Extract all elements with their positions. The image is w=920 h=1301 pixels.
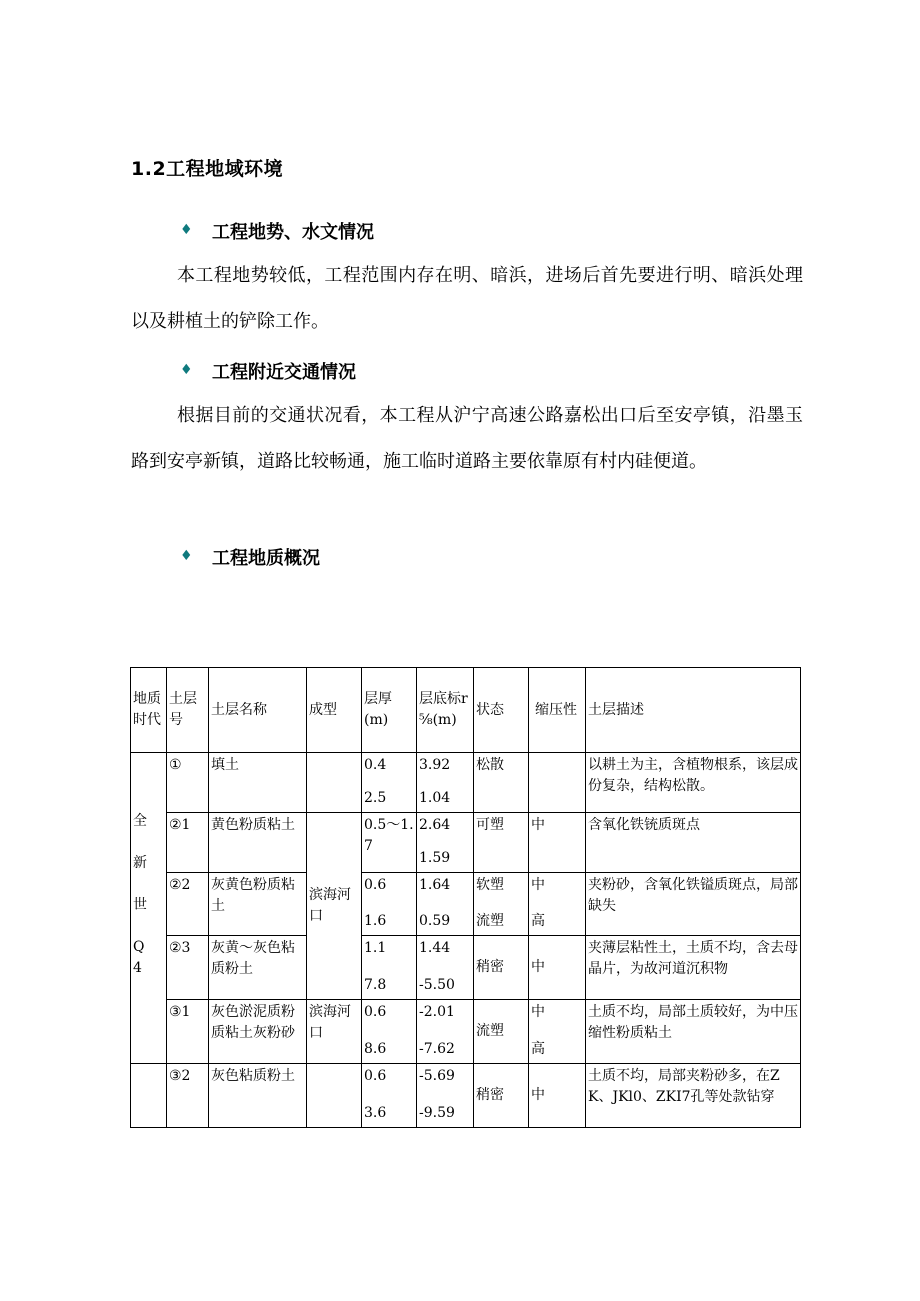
layer-origin bbox=[307, 753, 362, 813]
layer-state bbox=[474, 873, 529, 936]
thickness-top: 0.6 bbox=[364, 877, 387, 893]
layer-thickness bbox=[362, 873, 417, 936]
diamond-bullet-icon: ♦ bbox=[180, 222, 193, 238]
paragraph-terrain: 本工程地势较低，工程范围内存在明、暗浜，进场后首先要进行明、暗浜处理以及耕植土的铲除工作。 bbox=[131, 265, 803, 332]
layer-state: 稍密 bbox=[474, 1064, 529, 1128]
layer-thickness bbox=[362, 1000, 417, 1064]
header-layer-no: 土层号 bbox=[167, 668, 209, 753]
bottom-bottom: -9.59 bbox=[419, 1105, 455, 1121]
layer-no: ②3 bbox=[167, 936, 209, 1000]
header-compress: 缩压性 bbox=[529, 668, 586, 753]
layer-state: 松散 bbox=[474, 753, 529, 813]
header-state: 状态 bbox=[474, 668, 529, 753]
layer-name: 灰黄～灰色粘质粉土 bbox=[209, 936, 307, 1000]
diamond-bullet-icon: ♦ bbox=[180, 548, 193, 564]
layer-no: ③2 bbox=[167, 1064, 209, 1128]
layer-desc: 土质不均，局部夹粉砂多，在ZK、JKl0、ZKI7孔等处款钻穿 bbox=[586, 1064, 801, 1128]
layer-state: 稍密 bbox=[474, 936, 529, 1000]
diamond-bullet-icon: ♦ bbox=[180, 362, 193, 378]
layer-name: 灰色粘质粉土 bbox=[209, 1064, 307, 1128]
thickness-top: 0.4 bbox=[364, 757, 387, 773]
bottom-bottom: 1.59 bbox=[419, 850, 451, 866]
table-row bbox=[131, 1064, 801, 1128]
table-header-row bbox=[131, 668, 801, 753]
layer-compress bbox=[529, 1000, 586, 1064]
table-row bbox=[131, 873, 801, 936]
layer-bottom bbox=[417, 873, 474, 936]
layer-bottom bbox=[417, 936, 474, 1000]
layer-desc: 含氧化铁铳质斑点 bbox=[586, 813, 801, 873]
bottom-bottom: 1.04 bbox=[419, 790, 451, 806]
compress-bottom: 高 bbox=[531, 1041, 545, 1057]
layer-no: ②2 bbox=[167, 873, 209, 936]
layer-name: 黄色粉质粘土 bbox=[209, 813, 307, 873]
layer-no: ① bbox=[167, 753, 209, 813]
bottom-top: 3.92 bbox=[419, 757, 451, 773]
header-thickness: 层厚(m) bbox=[362, 668, 417, 753]
state-top: 软塑 bbox=[476, 877, 504, 893]
heading-traffic: 工程附近交通情况 bbox=[212, 362, 356, 383]
era-cell bbox=[131, 753, 167, 1064]
bottom-top: -5.69 bbox=[419, 1068, 455, 1084]
header-bottom: 层底标r⅝(m) bbox=[417, 668, 474, 753]
compress-top: 中 bbox=[531, 1004, 545, 1020]
layer-desc: 夹粉砂，含氧化铁镒质斑点，局部缺失 bbox=[586, 873, 801, 936]
layer-thickness: 0.5～1.7 bbox=[362, 813, 417, 873]
heading-geology: 工程地质概况 bbox=[212, 548, 320, 569]
layer-bottom bbox=[417, 753, 474, 813]
header-era: 地质时代 bbox=[131, 668, 167, 753]
layer-thickness bbox=[362, 936, 417, 1000]
bottom-bottom: -7.62 bbox=[419, 1041, 455, 1057]
bottom-top: -2.01 bbox=[419, 1004, 455, 1020]
bottom-top: 1.64 bbox=[419, 877, 451, 893]
thickness-bottom: 3.6 bbox=[364, 1105, 387, 1121]
layer-compress: 中 bbox=[529, 1064, 586, 1128]
thickness-bottom: 7.8 bbox=[364, 977, 387, 993]
layer-thickness bbox=[362, 1064, 417, 1128]
bottom-bottom: -5.50 bbox=[419, 977, 455, 993]
era-char: 4 bbox=[133, 960, 142, 976]
layer-desc: 土质不均，局部土质较好，为中压缩性粉质粘土 bbox=[586, 1000, 801, 1064]
layer-no: ②1 bbox=[167, 813, 209, 873]
thickness-bottom: 8.6 bbox=[364, 1041, 387, 1057]
thickness-bottom: 1.6 bbox=[364, 913, 387, 929]
layer-compress: 中 bbox=[529, 813, 586, 873]
header-desc: 土层描述 bbox=[586, 668, 801, 753]
section-title: 1.2工程地域环境 bbox=[131, 158, 284, 180]
table-row bbox=[131, 753, 801, 813]
layer-no: ③1 bbox=[167, 1000, 209, 1064]
bottom-top: 1.44 bbox=[419, 940, 451, 956]
heading-terrain: 工程地势、水文情况 bbox=[212, 222, 374, 243]
layer-name: 灰色淤泥质粉质粘土灰粉砂 bbox=[209, 1000, 307, 1064]
layer-state: 可塑 bbox=[474, 813, 529, 873]
bottom-top: 2.64 bbox=[419, 817, 451, 833]
era-char: 世 bbox=[133, 897, 147, 913]
layer-desc: 以耕土为主，含植物根系，该层成份复杂，结构松散。 bbox=[586, 753, 801, 813]
layer-compress bbox=[529, 873, 586, 936]
era-char: 新 bbox=[133, 855, 147, 871]
thickness-bottom: 2.5 bbox=[364, 790, 387, 806]
layer-origin bbox=[307, 1064, 362, 1128]
layer-desc: 夹薄层粘性土，土质不均，含去母晶片，为故河道沉积物 bbox=[586, 936, 801, 1000]
layer-name: 灰黄色粉质粘土 bbox=[209, 873, 307, 936]
compress-bottom: 高 bbox=[531, 913, 545, 929]
thickness-top: 0.6 bbox=[364, 1004, 387, 1020]
layer-compress bbox=[529, 753, 586, 813]
layer-bottom bbox=[417, 1064, 474, 1128]
layer-bottom bbox=[417, 813, 474, 873]
bottom-bottom: 0.59 bbox=[419, 913, 451, 929]
era-char: Q bbox=[133, 939, 145, 955]
thickness-top: 1.1 bbox=[364, 940, 387, 956]
header-name: 土层名称 bbox=[209, 668, 307, 753]
paragraph-traffic: 根据目前的交通状况看，本工程从沪宁高速公路嘉松出口后至安亭镇，沿墨玉路到安亭新镇，道路比较畅通，施工临时道路主要依靠原有村内硅便道。 bbox=[131, 405, 803, 472]
layer-name: 填土 bbox=[209, 753, 307, 813]
layer-origin: 滨海河口 bbox=[307, 813, 362, 1000]
header-origin: 成型 bbox=[307, 668, 362, 753]
layer-bottom bbox=[417, 1000, 474, 1064]
compress-top: 中 bbox=[531, 877, 545, 893]
layer-state: 流塑 bbox=[474, 1000, 529, 1064]
era-cell-empty bbox=[131, 1064, 167, 1128]
layer-thickness bbox=[362, 753, 417, 813]
thickness-top: 0.6 bbox=[364, 1068, 387, 1084]
table-row bbox=[131, 813, 801, 873]
layer-compress: 中 bbox=[529, 936, 586, 1000]
table-row bbox=[131, 1000, 801, 1064]
era-char: 全 bbox=[133, 813, 147, 829]
state-bottom: 流塑 bbox=[476, 913, 504, 929]
layer-origin: 滨海河口 bbox=[307, 1000, 362, 1064]
table-row bbox=[131, 936, 801, 1000]
geology-table bbox=[130, 667, 801, 1128]
